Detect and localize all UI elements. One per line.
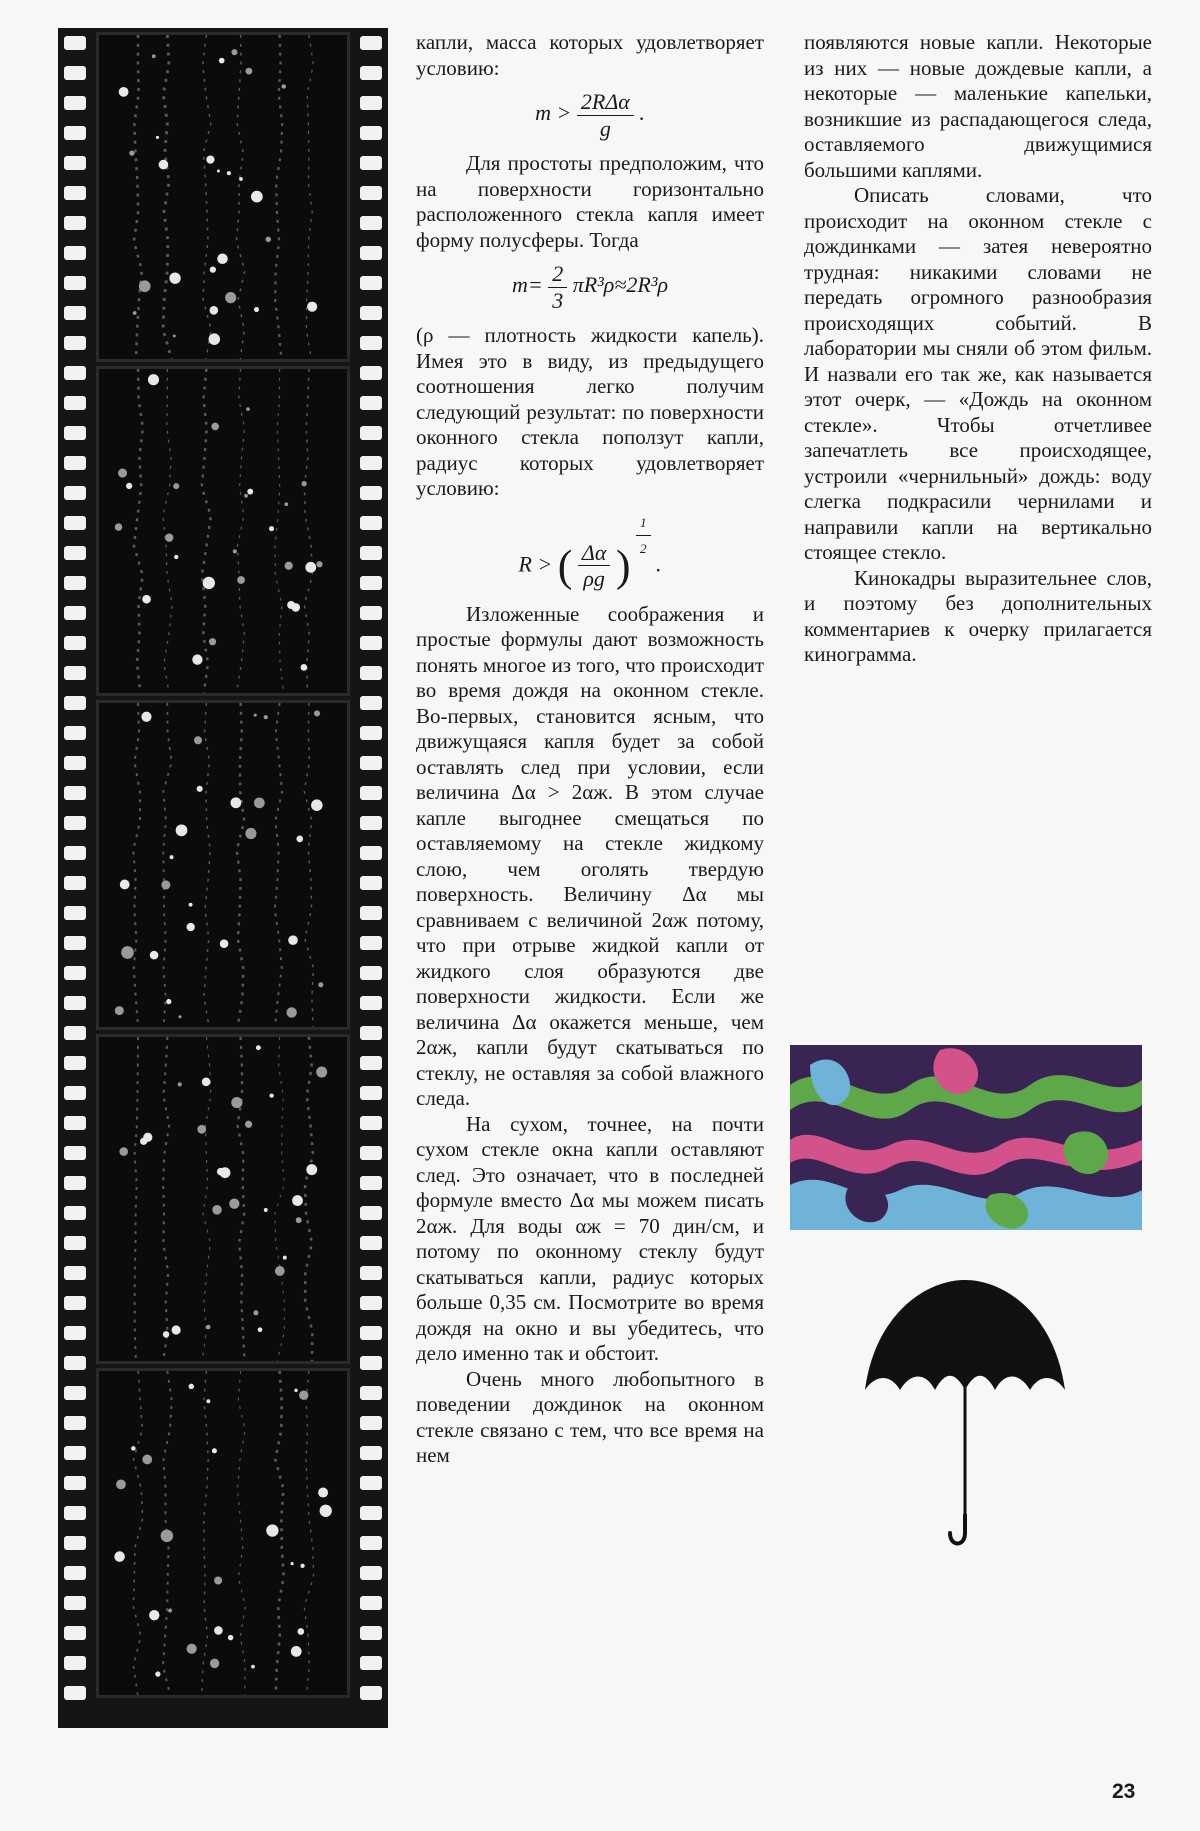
sprocket-hole [360,816,382,830]
paragraph: (ρ — плотность жидкости капель). Имея это в виду, из предыдущего соотношения легко получим следующий результат: по поверхности оконного стекла поползут капли, радиус которых удовлетворяет условию: [416,323,764,500]
sprocket-hole [64,1446,86,1460]
sprocket-hole [360,1116,382,1130]
sprocket-hole [360,846,382,860]
sprocket-hole [360,66,382,80]
sprocket-hole [360,1446,382,1460]
sprocket-hole [360,1626,382,1640]
paragraph: Описать словами, что происходит на оконном стекле с дождинками — затея невероятно трудная: никакими словами не передать огромного разнообразия происходящих событий. В лаборатории мы сняли об этом фильм. И назвали его так же, как называется этот очерк, — «Дождь на оконном стекле». Чтобы отчетливее запечатлеть все происходящее, устроили «чернильный» дождь: воду слегка подкрасили чернилами и направили капли на вертикально стоящее стекло. [804,183,1152,564]
sprocket-hole [64,606,86,620]
film-sprockets-right [360,28,382,1728]
sprocket-hole [360,126,382,140]
sprocket-hole [360,1206,382,1220]
formula-text: R > [518,551,553,576]
sprocket-hole [64,396,86,410]
formula-text: m > [535,100,572,126]
film-frame [96,366,350,696]
sprocket-hole [360,186,382,200]
sprocket-hole [64,1416,86,1430]
ornament-image [790,1045,1142,1230]
exponent-numerator: 1 [636,510,651,537]
sprocket-hole [360,1386,382,1400]
sprocket-hole [64,1056,86,1070]
sprocket-hole [64,966,86,980]
sprocket-hole [64,1026,86,1040]
sprocket-hole [64,366,86,380]
film-frame [96,1034,350,1364]
sprocket-hole [64,336,86,350]
sprocket-hole [64,1386,86,1400]
sprocket-hole [64,756,86,770]
sprocket-hole [360,96,382,110]
sprocket-hole [360,306,382,320]
formula-radius [416,510,764,592]
sprocket-hole [360,696,382,710]
sprocket-hole [360,756,382,770]
sprocket-hole [64,1296,86,1310]
sprocket-hole [64,726,86,740]
fraction-numerator: 2 [548,261,567,288]
sprocket-hole [64,1206,86,1220]
sprocket-hole [360,276,382,290]
sprocket-hole [64,1656,86,1670]
paragraph: появляются новые капли. Некоторые из них — новые дождевые капли, а некоторые — маленькие капельки, возникшие из распадающегося следа, оставляемого движущимися большими каплями. [804,30,1152,182]
sprocket-hole [360,1266,382,1280]
sprocket-hole [360,726,382,740]
sprocket-hole [360,936,382,950]
paragraph: Очень много любопытного в поведении дождинок на оконном стекле связано с тем, что все время на нем [416,1366,764,1468]
sprocket-hole [360,1356,382,1370]
sprocket-hole [360,516,382,530]
sprocket-hole [360,396,382,410]
text-column-1 [416,30,764,1469]
sprocket-hole [64,1326,86,1340]
sprocket-hole [360,246,382,260]
formula-mass [416,89,764,141]
sprocket-hole [64,846,86,860]
film-strip-image [58,28,388,1728]
sprocket-hole [360,1146,382,1160]
paren-right: ) [615,541,631,591]
fraction [577,89,634,141]
sprocket-hole [64,1536,86,1550]
sprocket-hole [360,1236,382,1250]
sprocket-hole [64,1116,86,1130]
sprocket-hole [360,156,382,170]
film-sprockets-left [64,28,86,1728]
sprocket-hole [360,426,382,440]
page-number: 23 [1112,1780,1136,1803]
fraction-numerator: 2RΔα [577,89,634,116]
sprocket-hole [64,1506,86,1520]
sprocket-hole [360,1326,382,1340]
sprocket-hole [360,786,382,800]
fraction-denominator: g [599,115,611,141]
formula-text: . [656,551,662,576]
sprocket-hole [64,666,86,680]
formula-text: . [639,100,645,126]
sprocket-hole [360,486,382,500]
sprocket-hole [64,906,86,920]
exponent-denominator: 2 [640,541,647,556]
sprocket-hole [360,336,382,350]
sprocket-hole [64,1176,86,1190]
fraction-denominator: ρg [583,566,605,592]
film-frame [96,1368,350,1698]
sprocket-hole [64,936,86,950]
sprocket-hole [64,546,86,560]
sprocket-hole [64,1596,86,1610]
formula-text: m= [511,272,543,298]
sprocket-hole [360,966,382,980]
sprocket-hole [360,666,382,680]
sprocket-hole [360,1176,382,1190]
sprocket-hole [360,576,382,590]
sprocket-hole [64,576,86,590]
sprocket-hole [360,1566,382,1580]
sprocket-hole [360,1476,382,1490]
sprocket-hole [64,36,86,50]
sprocket-hole [64,66,86,80]
formula-text: πR³ρ≈2R³ρ [572,272,669,298]
sprocket-hole [64,96,86,110]
sprocket-hole [360,1536,382,1550]
fraction [548,261,567,313]
sprocket-hole [64,1356,86,1370]
fraction-denominator: 3 [552,287,564,313]
sprocket-hole [64,876,86,890]
sprocket-hole [64,786,86,800]
sprocket-hole [360,1296,382,1310]
sprocket-hole [360,906,382,920]
paragraph: Изложенные соображения и простые формулы дают возможность понять многое из того, что происходит во время дождя на оконном стекле. Во-первых, становится ясным, что движущаяся капля будет за собой оставлять след при условии, если величина Δα > 2αж. В этом случае капле выгоднее смещаться по оставляемому на стекле жидкому слою, чем оголять твердую поверхность. Величину Δα мы сравниваем с величиной 2αж потому, что при отрыве жидкой капли от жидкого слоя образуются две поверхности жидкости. Если же величина Δα окажется меньше, чем 2αж, капли будут скатываться по стеклу, не оставляя за собой влажного следа. [416,601,764,1111]
sprocket-hole [64,276,86,290]
fraction-numerator: Δα [578,540,610,567]
paren-left: ( [557,541,573,591]
sprocket-hole [360,996,382,1010]
paragraph: Кинокадры выразительнее слов, и поэтому без дополнительных комментариев к очерку прилагается кинограмма. [804,565,1152,666]
paragraph: На сухом, точнее, на почти сухом стекле окна капли оставляют след. Это означает, что в последней формуле вместо Δα мы можем писать 2αж. Для воды αж = 70 дин/см, и потому по оконному стеклу будут скатываться капли, радиус которых больше 0,35 см. Посмотрите во время дождя на окно и вы убедитесь, что дело именно так и обстоит. [416,1111,764,1366]
paragraph: капли, масса которых удовлетворяет условию: [416,30,764,80]
sprocket-hole [360,1596,382,1610]
formula-hemisphere [416,261,764,313]
sprocket-hole [64,426,86,440]
sprocket-hole [64,246,86,260]
sprocket-hole [64,456,86,470]
paragraph: Для простоты предположим, что на поверхности горизонтально расположенного стекла капля имеет форму полусферы. Тогда [416,151,764,252]
sprocket-hole [64,306,86,320]
fraction [578,540,610,592]
sprocket-hole [64,516,86,530]
film-frame [96,700,350,1030]
sprocket-hole [360,1416,382,1430]
sprocket-hole [360,1086,382,1100]
sprocket-hole [64,1626,86,1640]
sprocket-hole [64,816,86,830]
sprocket-hole [64,1086,86,1100]
sprocket-hole [360,1506,382,1520]
sprocket-hole [360,546,382,560]
sprocket-hole [360,366,382,380]
sprocket-hole [360,606,382,620]
umbrella-icon [855,1275,1075,1550]
sprocket-hole [64,1476,86,1490]
sprocket-hole [360,636,382,650]
sprocket-hole [360,1026,382,1040]
sprocket-hole [64,996,86,1010]
sprocket-hole [64,186,86,200]
text-column-2 [804,30,1152,668]
sprocket-hole [360,1686,382,1700]
sprocket-hole [360,216,382,230]
sprocket-hole [64,636,86,650]
exponent-fraction [636,510,651,562]
sprocket-hole [64,156,86,170]
sprocket-hole [360,876,382,890]
sprocket-hole [64,126,86,140]
sprocket-hole [64,1146,86,1160]
sprocket-hole [360,1056,382,1070]
sprocket-hole [360,1656,382,1670]
sprocket-hole [360,456,382,470]
sprocket-hole [360,36,382,50]
sprocket-hole [64,216,86,230]
sprocket-hole [64,1236,86,1250]
film-frame [96,32,350,362]
sprocket-hole [64,696,86,710]
sprocket-hole [64,1686,86,1700]
sprocket-hole [64,1266,86,1280]
sprocket-hole [64,486,86,500]
sprocket-hole [64,1566,86,1580]
